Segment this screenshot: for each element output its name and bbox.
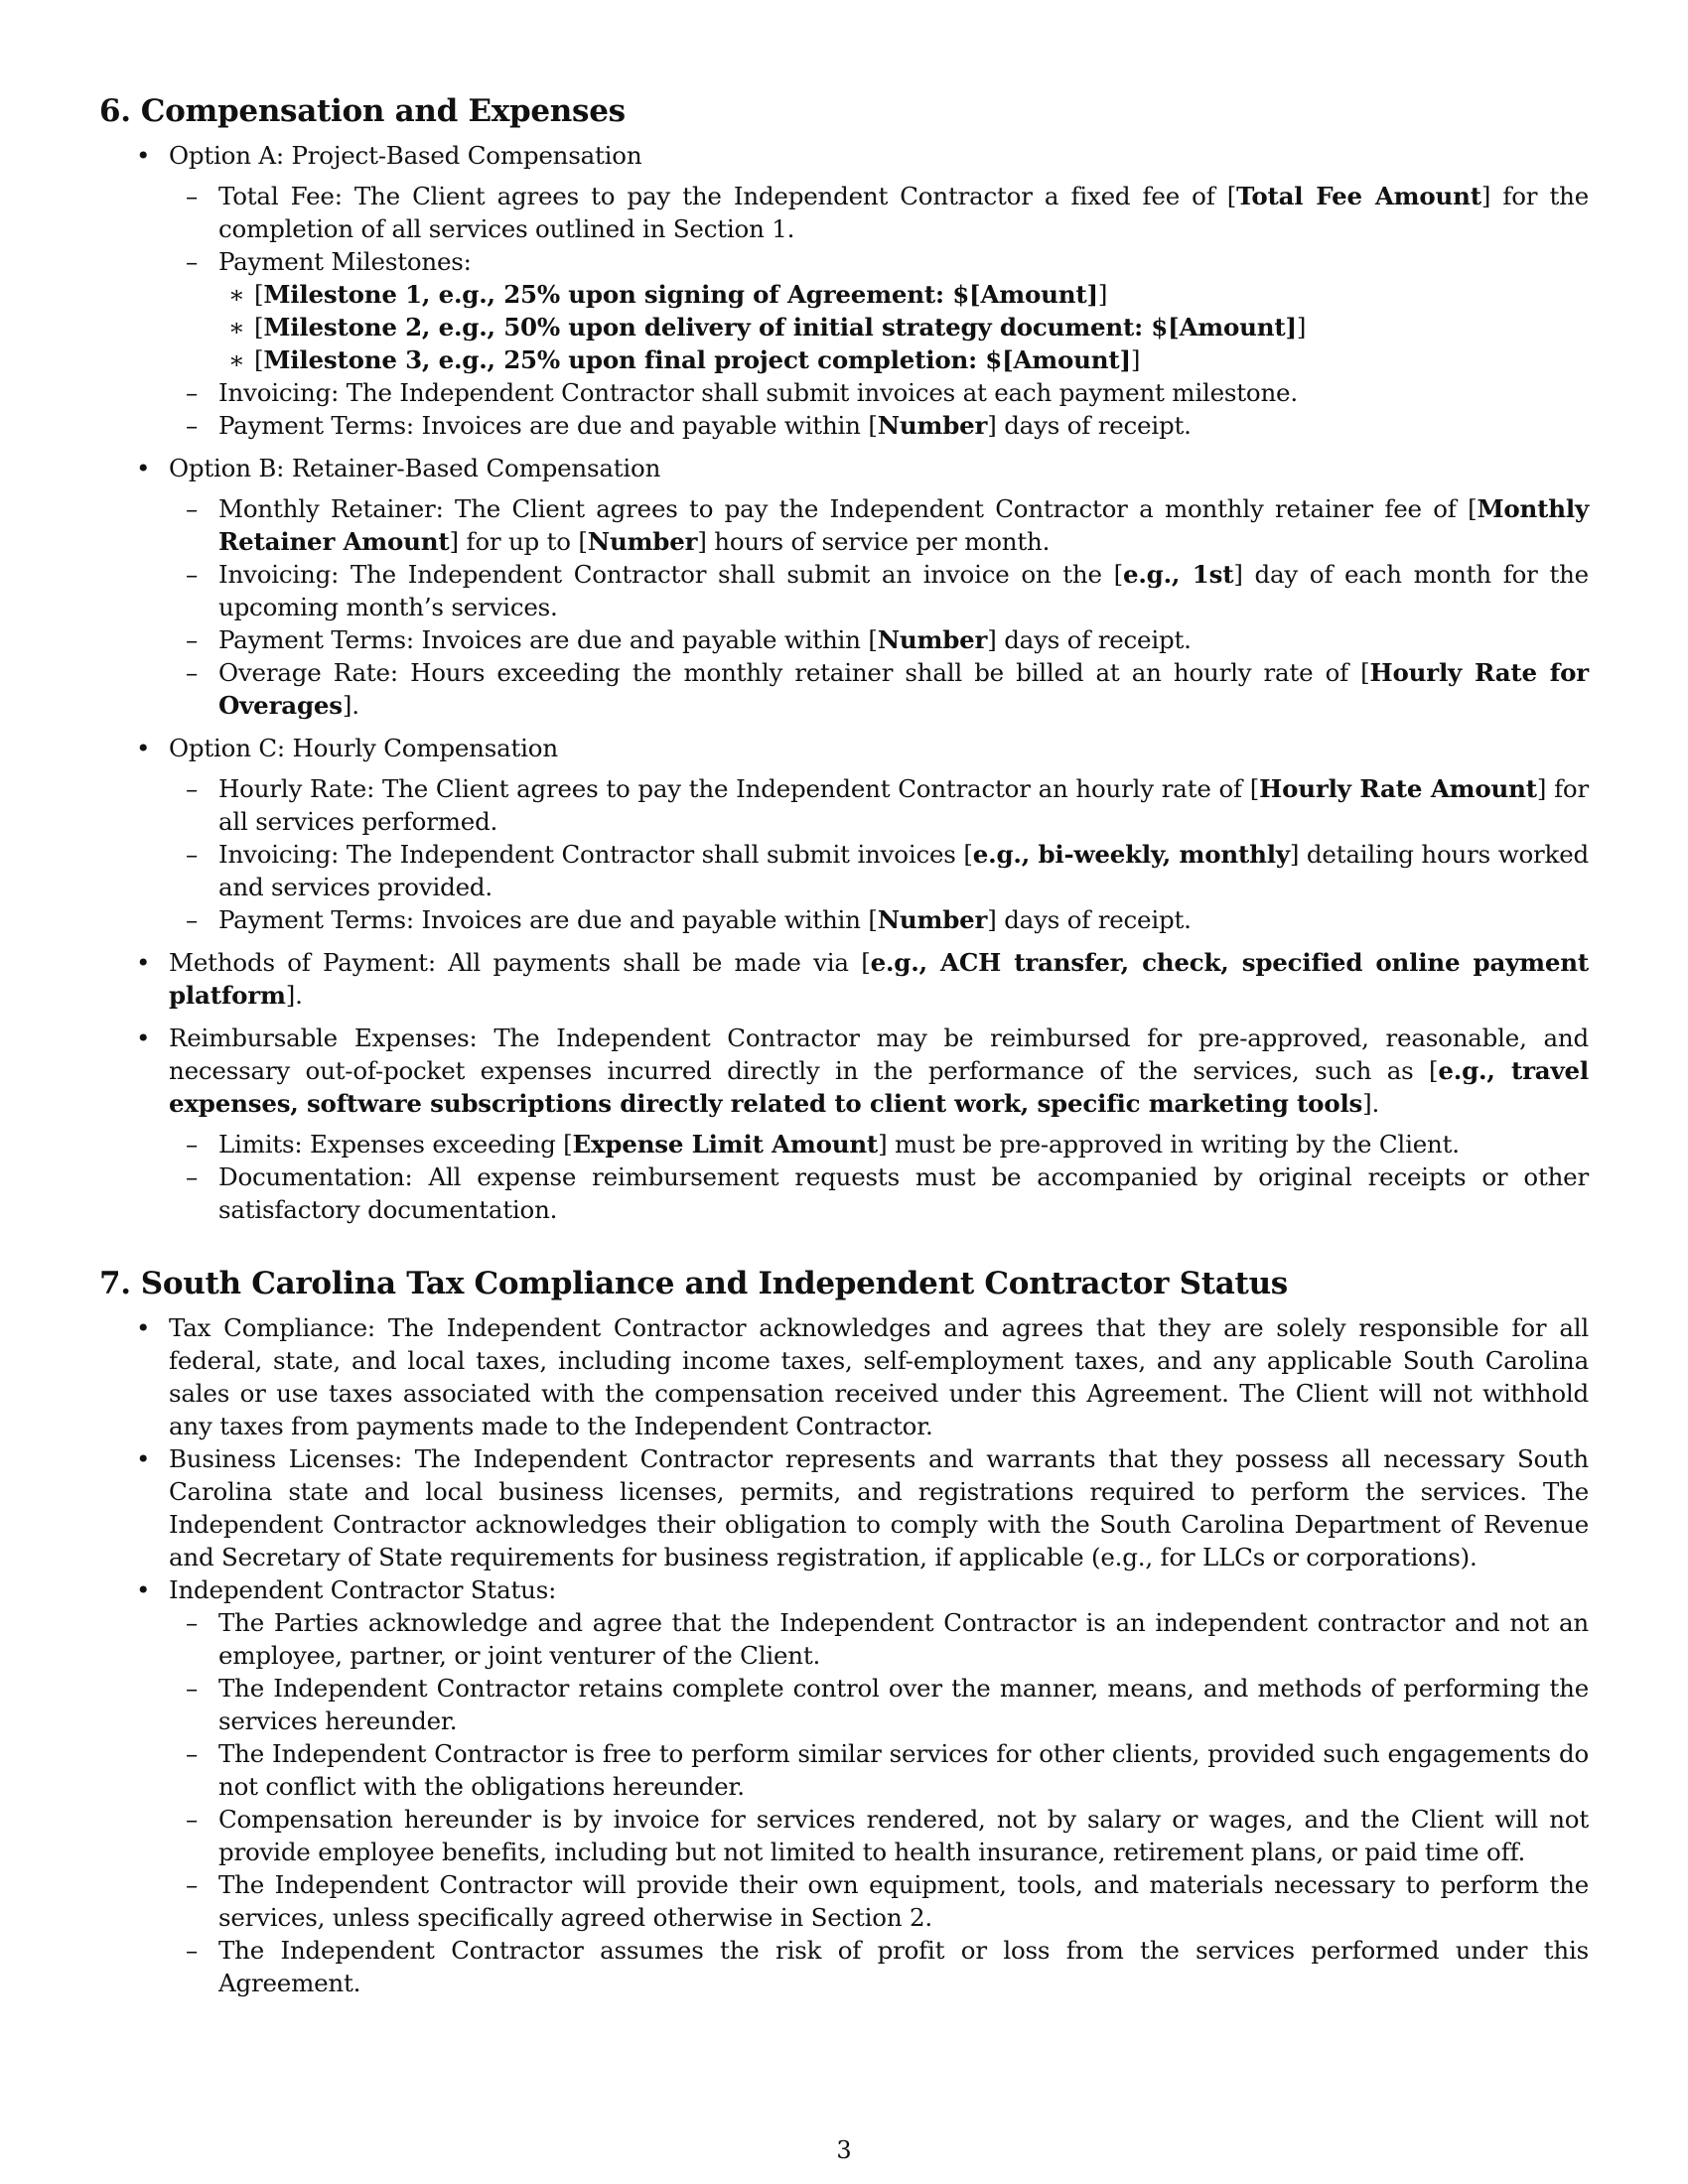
status-item: – The Independent Contractor retains complete control over the manner, means, and methods of performing the services hereunder. [159, 1672, 1589, 1737]
status-item: – Compensation hereunder is by invoice for services rendered, not by salary or wages, and the Client will not provide employee benefits, including but not limited to health insurance, retirement plans, or paid time off. [159, 1803, 1589, 1868]
section-title: South Carolina Tax Compliance and Independent Contractor Status [140, 1266, 1288, 1301]
status-item: – The Parties acknowledge and agree that the Independent Contractor is an independent contractor and not an employee, partner, or joint venturer of the Client. [159, 1606, 1589, 1672]
section-title: Compensation and Expenses [140, 93, 626, 129]
total-fee: – Total Fee: The Client agrees to pay the Independent Contractor a fixed fee of [Total Fee Amount] for the completion of all services outlined in Section 1. [159, 180, 1589, 245]
option-c-label: Option C: Hourly Compensation [169, 734, 558, 762]
option-c [99, 732, 1589, 936]
milestone-item: ∗ [Milestone 1, e.g., 25% upon signing of Agreement: $[Amount]] [209, 278, 1589, 311]
overage-rate: – Overage Rate: Hours exceeding the monthly retainer shall be billed at an hourly rate of [Hourly Rate for Overages]. [159, 656, 1589, 722]
payment-milestones: – Payment Milestones: ∗ [Milestone 1, e.g., 25% upon signing of Agreement: $[Amount]] ∗ [Milestone 2, e.g., 50% upon delivery of initial strategy document: $[Amount]] ∗ [Milestone 3, e.g., 25% upon final project completion: $[Amount]] [159, 245, 1589, 376]
section-number: 6. [99, 93, 131, 129]
option-c-payment-terms: – Payment Terms: Invoices are due and payable within [Number] days of receipt. [159, 903, 1589, 936]
section-7-list [99, 1311, 1589, 1999]
option-a [99, 139, 1589, 442]
option-b-invoicing: – Invoicing: The Independent Contractor shall submit an invoice on the [e.g., 1st] day of each month for the upcoming month’s services. [159, 558, 1589, 623]
contractor-status: • Independent Contractor Status: – The Parties acknowledge and agree that the Independent Contractor is an independent contractor and not an employee, partner, or joint venturer of the Client. – The Independent Contractor retains complete control over the manner, means, and methods of performing the services hereunder. – The Independent Contractor is free to perform similar services for other clients, provided such engagements do not conflict with the obligations hereunder. – Compensation hereunder is by invoice for services rendered, not by salary or wages, and the Client will not provide employee benefits, including but not limited to health insurance, retirement plans, or paid time off. – The Independent Contractor will provide their own equipment, tools, and materials necessary to perform the services, unless specifically agreed otherwise in Section 2. – The Independent Contractor assumes the risk of profit or loss from the services performed under this Agreement. [99, 1573, 1589, 1999]
option-c-terms [169, 772, 1589, 936]
section-number: 7. [99, 1266, 131, 1301]
expense-limits: – Limits: Expenses exceeding [Expense Limit Amount] must be pre-approved in writing by the Client. [159, 1128, 1589, 1160]
expense-documentation: – Documentation: All expense reimbursement requests must be accompanied by original receipts or other satisfactory documentation. [159, 1160, 1589, 1226]
section-7-heading [99, 1264, 1589, 1303]
page-number: 3 [836, 2136, 852, 2164]
hourly-rate: – Hourly Rate: The Client agrees to pay the Independent Contractor an hourly rate of [Hourly Rate Amount] for all services performed. [159, 772, 1589, 838]
reimbursable-expenses: • Reimbursable Expenses: The Independent Contractor may be reimbursed for pre-approved, reasonable, and necessary out-of-pocket expenses incurred directly in the performance of the services, such as [e.g., travel expenses, software subscriptions directly related to client work, specific marketing tools]. – Limits: Expenses exceeding [Expense Limit Amount] must be pre-approved in writing by the Client. – Documentation: All expense reimbursement requests must be accompanied by original receipts or other satisfactory documentation. [99, 1022, 1589, 1226]
status-item: – The Independent Contractor is free to perform similar services for other clients, provided such engagements do not conflict with the obligations hereunder. [159, 1737, 1589, 1803]
tax-compliance: • Tax Compliance: The Independent Contractor acknowledges and agrees that they are solely responsible for all federal, state, and local taxes, including income taxes, self-employment taxes, and any applicable South Carolina sales or use taxes associated with the compensation received under this Agreement. The Client will not withhold any taxes from payments made to the Independent Contractor. [99, 1311, 1589, 1442]
option-a-invoicing: – Invoicing: The Independent Contractor shall submit invoices at each payment milestone. [159, 376, 1589, 409]
option-b-terms [169, 492, 1589, 722]
option-c-invoicing: – Invoicing: The Independent Contractor shall submit invoices [e.g., bi-weekly, monthly] detailing hours worked and services provided. [159, 838, 1589, 903]
milestone-item: ∗ [Milestone 3, e.g., 25% upon final project completion: $[Amount]] [209, 343, 1589, 376]
document-page [99, 91, 1589, 1999]
option-b-payment-terms: – Payment Terms: Invoices are due and payable within [Number] days of receipt. [159, 623, 1589, 656]
milestone-list [218, 278, 1589, 376]
option-a-payment-terms: – Payment Terms: Invoices are due and payable within [Number] days of receipt. [159, 409, 1589, 442]
status-list [169, 1606, 1589, 1999]
option-b-label: Option B: Retainer-Based Compensation [169, 454, 661, 482]
section-6-heading [99, 91, 1589, 131]
option-a-terms [169, 180, 1589, 442]
status-item: – The Independent Contractor will provide their own equipment, tools, and materials necessary to perform the services, unless specifically agreed otherwise in Section 2. [159, 1868, 1589, 1934]
monthly-retainer: – Monthly Retainer: The Client agrees to pay the Independent Contractor a monthly retainer fee of [Monthly Retainer Amount] for up to [Number] hours of service per month. [159, 492, 1589, 558]
option-b [99, 452, 1589, 722]
expense-terms [169, 1128, 1589, 1226]
milestone-item: ∗ [Milestone 2, e.g., 50% upon delivery of initial strategy document: $[Amount]] [209, 311, 1589, 343]
section-6-list [99, 139, 1589, 1226]
option-a-label: Option A: Project-Based Compensation [169, 141, 642, 170]
business-licenses: • Business Licenses: The Independent Contractor represents and warrants that they possess all necessary South Carolina state and local business licenses, permits, and registrations required to perform the services. The Independent Contractor acknowledges their obligation to comply with the South Carolina Department of Revenue and Secretary of State requirements for business registration, if applicable (e.g., for LLCs or corporations). [99, 1442, 1589, 1573]
methods-of-payment: • Methods of Payment: All payments shall be made via [e.g., ACH transfer, check, specified online payment platform]. [99, 946, 1589, 1012]
status-item: – The Independent Contractor assumes the risk of profit or loss from the services performed under this Agreement. [159, 1934, 1589, 1999]
